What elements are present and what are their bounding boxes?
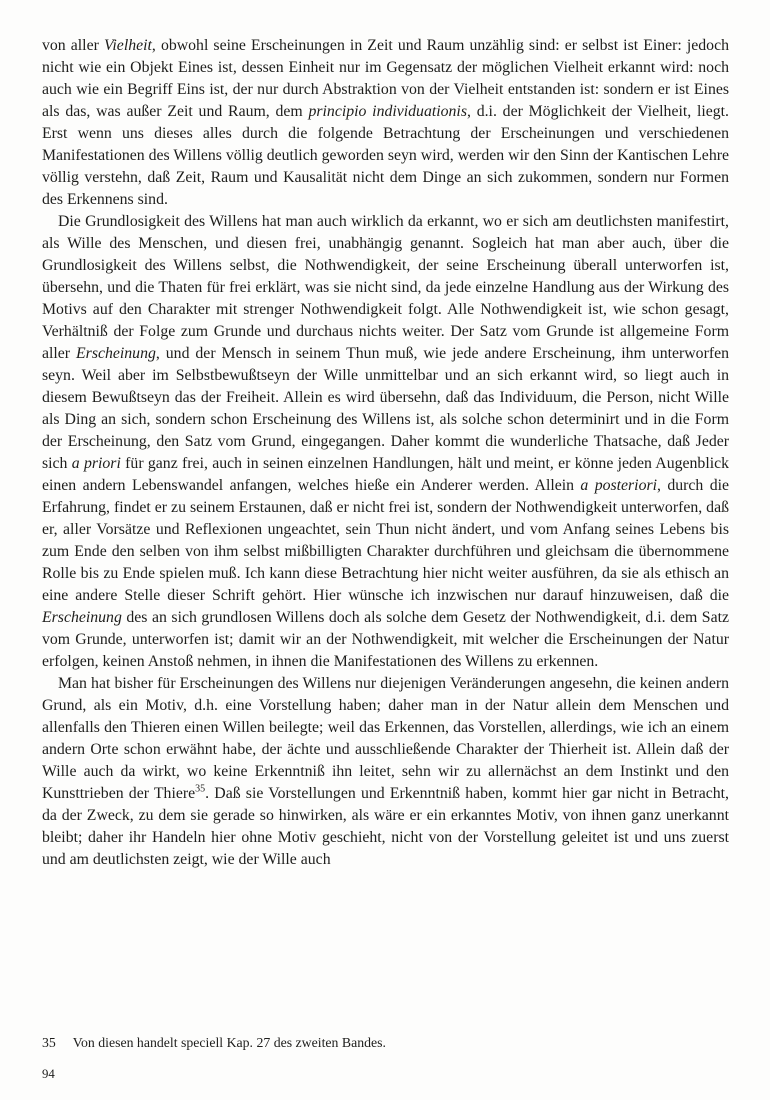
- italic-text: Erscheinung: [42, 609, 122, 626]
- body-text: , und der Mensch in seinem Thun muß, wie jede andere Erscheinung, ihm unterworfen seyn. Weil aber im Selbstbewußtseyn der Wille unmittelbar und an sich erkannt wird, so liegt auch in diesem Bewußtseyn das der Freiheit. Allein es wird übersehn, daß das Individuum, die Person, nicht Wille als Ding an sich, sondern schon Erscheinung des Willens ist, als solche schon determinirt und in die Form der Erscheinung, den Satz vom Grund, eingegangen. Daher kommt die wunderliche Thatsache, daß Jeder sich: [42, 345, 729, 472]
- paragraph: [42, 211, 729, 673]
- italic-text: Erscheinung: [76, 345, 156, 362]
- footnote-reference: 35: [195, 783, 206, 795]
- paragraph: [42, 35, 729, 211]
- footnote-number: 35: [42, 1035, 56, 1050]
- body-text: , obwohl seine Erscheinungen in Zeit und Raum unzählig sind: er selbst ist Einer: jedoch nicht wie ein Objekt Eines ist, dessen Einheit nur im Gegensatz der möglichen Vielheit erkannt wird: noch auch wie ein Begriff Eins ist, der nur durch Abstraktion von der Vielheit entstanden ist: sondern er ist Eines als das, was außer Zeit und Raum, dem: [42, 37, 729, 120]
- italic-text: principio individuationis: [308, 103, 467, 120]
- italic-text: a posteriori: [580, 477, 658, 494]
- paragraph: [42, 673, 729, 871]
- body-text: von aller: [42, 37, 104, 54]
- body-text: . Daß sie Vorstellungen und Erkenntniß haben, kommt hier gar nicht in Betracht, da der Zweck, zu dem sie gerade so hinwirken, als wäre er ein erkanntes Motiv, von ihnen ganz unerkannt bleibt; daher ihr Handeln hier ohne Motiv geschieht, nicht von der Vorstellung geleitet ist und uns zuerst und am deutlichsten zeigt, wie der Wille auch: [42, 785, 729, 868]
- footnote: [42, 1034, 729, 1052]
- body-text: , durch die Erfahrung, findet er zu seinem Erstaunen, daß er nicht frei ist, sondern der Nothwendigkeit unterworfen, daß er, aller Vorsätze und Reflexionen ungeachtet, sein Thun nicht ändert, und vom Anfang seines Lebens bis zum Ende den selben von ihm selbst mißbilligten Charakter durchführen und gleichsam die übernommene Rolle bis zu Ende spielen muß. Ich kann diese Betrachtung hier nicht weiter ausführen, da sie als ethisch an eine andere Stelle dieser Schrift gehört. Hier wünsche ich inzwischen nur darauf hinzuweisen, daß die: [42, 477, 729, 604]
- footnote-text: Von diesen handelt speciell Kap. 27 des zweiten Bandes.: [72, 1035, 386, 1050]
- page-number: 94: [42, 1067, 55, 1081]
- body-text: Die Grundlosigkeit des Willens hat man auch wirklich da erkannt, wo er sich am deutlichsten manifestirt, als Wille des Menschen, und diesen frei, unabhängig genannt. Sogleich hat man aber auch, über die Grundlosigkeit des Willens selbst, die Nothwendigkeit, der seine Erscheinung überall unterworfen ist, übersehn, und die Thaten für frei erklärt, was sie nicht sind, da jede einzelne Handlung aus der Wirkung des Motivs auf den Charakter mit strenger Nothwendigkeit folgt. Alle Nothwendigkeit ist, wie schon gesagt, Verhältniß der Folge zum Grunde und durchaus nichts weiter. Der Satz vom Grunde ist allgemeine Form aller: [42, 213, 729, 362]
- italic-text: Vielheit: [103, 37, 152, 54]
- body-text: für ganz frei, auch in seinen einzelnen Handlungen, hält und meint, er könne jeden Augenblick einen andern Lebenswandel anfangen, welches hieße ein Anderer werden. Allein: [42, 455, 730, 494]
- body-text: , d.i. der Möglichkeit der Vielheit, liegt. Erst wenn uns dieses alles durch die folgende Betrachtung der Erscheinungen und verschiedenen Manifestationen des Willens völlig deutlich geworden seyn wird, werden wir den Sinn der Kantischen Lehre völlig verstehn, daß Zeit, Raum und Kausalität nicht dem Dinge an sich zukommen, sondern nur Formen des Erkennens sind.: [42, 103, 729, 208]
- body-text: Man hat bisher für Erscheinungen des Willens nur diejenigen Veränderungen angesehn, die keinen andern Grund, als ein Motiv, d.h. eine Vorstellung haben; daher man in der Natur allein dem Menschen und allenfalls den Thieren einen Willen beilegte; weil das Erkennen, das Vorstellen, allerdings, wie ich an einem andern Orte schon erwähnt habe, der ächte und ausschließende Charakter der Thierheit ist. Allein daß der Wille auch da wirkt, wo keine Erkenntniß ihn leitet, sehn wir zu allernächst an dem Instinkt und den Kunsttrieben der Thiere: [42, 675, 729, 802]
- body-text: des an sich grundlosen Willens doch als solche dem Gesetz der Nothwendigkeit, d.i. dem Satz vom Grunde, unterworfen ist; damit wir an der Nothwendigkeit, mit welcher die Erscheinungen der Natur erfolgen, keinen Anstoß nehmen, in ihnen die Manifestationen des Willens zu erkennen.: [42, 609, 729, 670]
- main-text: [42, 35, 729, 871]
- italic-text: a priori: [71, 455, 121, 472]
